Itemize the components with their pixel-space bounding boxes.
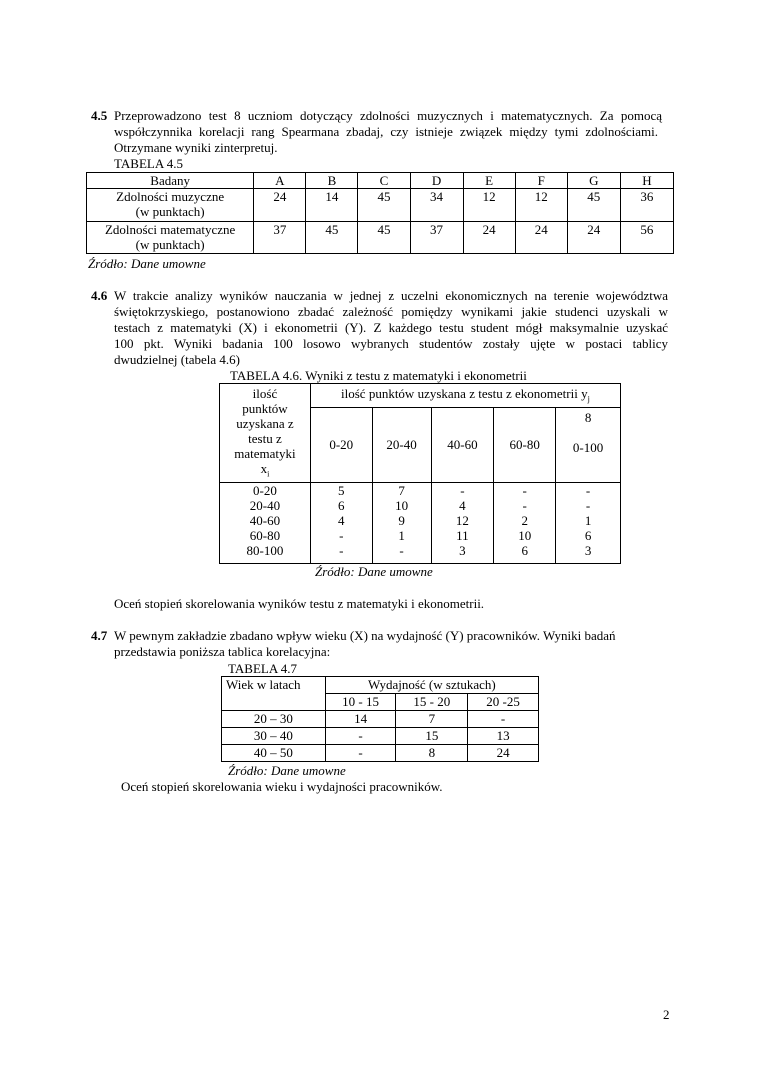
- row-label: [87, 222, 254, 254]
- table-4-7-caption: TABELA 4.7: [228, 661, 298, 676]
- row-header-line: ilość: [252, 386, 278, 401]
- exercise-number-4-7: 4.7: [91, 628, 108, 643]
- row-label: 40-60: [249, 512, 281, 528]
- table-row: [87, 189, 674, 222]
- table-cell: 36: [620, 189, 673, 222]
- table-cell: -: [468, 711, 539, 728]
- table-cell: 4: [338, 512, 345, 528]
- table-cell: 12: [515, 189, 567, 222]
- table-cell: 56: [620, 222, 673, 254]
- column-header: 15 - 20: [396, 694, 468, 711]
- ex45-text-line-1: Przeprowadzono test 8 uczniom dotyczący zdolności muzycznych i matematycznych. Za pomocą: [114, 108, 662, 123]
- table-cell: 45: [306, 222, 358, 254]
- row-label-line: Zdolności muzyczne: [116, 189, 225, 204]
- ex46-text-line-3: testach z matematyki (X) i ekonometrii (Y). Z każdego testu student mógł maksymalnie uzyskać: [114, 320, 668, 335]
- row-labels: [220, 482, 311, 563]
- table-4-5-header: G: [567, 173, 620, 189]
- row-label: 0-20: [253, 482, 277, 498]
- table-4-5-header: D: [410, 173, 463, 189]
- table-cell: 13: [468, 728, 539, 745]
- table-4-7: [221, 676, 539, 762]
- row-label-line: (w punktach): [135, 204, 205, 219]
- row-header-line: uzyskana z: [236, 416, 294, 431]
- table-4-5-header: B: [306, 173, 358, 189]
- table-cell: -: [325, 745, 396, 762]
- table-cell: 14: [325, 711, 396, 728]
- table-4-5-header-row: [87, 173, 674, 189]
- row-header-var: x: [260, 461, 268, 476]
- table-cell: 1: [584, 512, 592, 528]
- column-header: 40-60: [431, 407, 494, 482]
- table-cell: 37: [410, 222, 463, 254]
- table-cell: 45: [358, 222, 410, 254]
- table-cell: 24: [468, 745, 539, 762]
- table-cell: 4: [459, 497, 466, 513]
- table-cell: 5: [338, 482, 345, 498]
- column-header: 10 - 15: [325, 694, 396, 711]
- table-cell: 45: [567, 189, 620, 222]
- table-cell: 24: [254, 189, 306, 222]
- ex46-text-line-2: świętokrzyskiego, postanowiono zbadać zależność pomiędzy wynikami jakie studenci uzyskali w: [114, 304, 668, 319]
- row-label: 40 – 50: [222, 745, 326, 762]
- table-cell: 24: [463, 222, 515, 254]
- table-4-5-source: Źródło: Dane umowne: [88, 256, 206, 271]
- column-group-header: Wydajność (w sztukach): [325, 677, 538, 694]
- column-header: [556, 407, 621, 482]
- table-cell: 1: [398, 527, 405, 543]
- row-header-cell: [220, 384, 311, 483]
- table-row: [222, 745, 539, 762]
- table-cell: 45: [358, 189, 410, 222]
- row-header-line: testu z: [248, 431, 282, 446]
- table-cell: 8: [396, 745, 468, 762]
- table-cell: 6: [584, 527, 592, 543]
- table-4-7-source: Źródło: Dane umowne: [228, 763, 346, 778]
- table-cell: 14: [306, 189, 358, 222]
- table-cell: 12: [463, 189, 515, 222]
- table-cell: 6: [338, 497, 345, 513]
- table-column-cells: [556, 482, 621, 563]
- column-header-label: 0-100: [572, 439, 604, 455]
- row-label: [87, 189, 254, 222]
- table-column-cells: [310, 482, 372, 563]
- table-row: [222, 711, 539, 728]
- row-header-line: [220, 461, 310, 482]
- table-4-5: [86, 172, 674, 254]
- table-cell: -: [585, 497, 591, 513]
- column-group-header-text: ilość punktów uzyskana z testu z ekonometrii y: [341, 386, 588, 401]
- table-cell: 24: [515, 222, 567, 254]
- table-cell: -: [399, 542, 404, 558]
- row-label: 20-40: [249, 497, 281, 513]
- table-cell: 11: [456, 527, 469, 543]
- column-header: 20-40: [372, 407, 431, 482]
- column-header: 60-80: [494, 407, 556, 482]
- table-cell: -: [585, 482, 591, 498]
- table-cell: 10: [518, 527, 532, 543]
- table-4-6: [219, 383, 621, 564]
- table-cell: 3: [459, 542, 466, 558]
- table-cell: 7: [398, 482, 405, 498]
- exercise-number-4-6: 4.6: [91, 288, 108, 303]
- ex47-text-line-2: przedstawia poniższa tablica korelacyjna:: [114, 644, 331, 659]
- table-4-6-caption: TABELA 4.6. Wyniki z testu z matematyki i ekonometrii: [230, 368, 527, 383]
- row-header-line: punktów: [242, 401, 288, 416]
- table-cell: -: [522, 482, 527, 498]
- table-cell: 3: [584, 542, 592, 558]
- row-label-line: Zdolności matematyczne: [104, 222, 236, 237]
- table-4-5-header: Badany: [87, 173, 254, 189]
- ex46-text-line-4: 100 pkt. Wyniki badania 100 losowo wybranych studentów zostały ujęte w postaci tablicy: [114, 336, 668, 351]
- column-header: 0-20: [310, 407, 372, 482]
- table-column-cells: [494, 482, 556, 563]
- column-header-extra: 8: [584, 409, 592, 425]
- row-header-line: matematyki: [234, 446, 296, 461]
- ex46-text-line-1: W trakcie analizy wyników nauczania w jednej z uczelni ekonomicznych na terenie województwa: [114, 288, 668, 303]
- column-header: 20 -25: [468, 694, 539, 711]
- column-group-header: [310, 384, 620, 408]
- table-cell: 10: [395, 497, 409, 513]
- table-cell: -: [339, 542, 344, 558]
- ex47-text-line-1: W pewnym zakładzie zbadano wpływ wieku (X) na wydajność (Y) pracowników. Wyniki badań: [114, 628, 616, 643]
- row-header-sub: i: [267, 469, 270, 479]
- table-cell: 37: [254, 222, 306, 254]
- table-row: [220, 482, 621, 563]
- table-row: [222, 728, 539, 745]
- table-cell: 15: [396, 728, 468, 745]
- table-cell: 24: [567, 222, 620, 254]
- table-cell: 34: [410, 189, 463, 222]
- table-4-5-header: C: [358, 173, 410, 189]
- column-group-header-sub: j: [587, 394, 590, 404]
- ex45-text-line-3: Otrzymane wyniki zinterpretuj.: [114, 140, 278, 155]
- exercise-number-4-5: 4.5: [91, 108, 108, 123]
- table-row: [87, 222, 674, 254]
- table-cell: 9: [398, 512, 405, 528]
- ex46-task: Oceń stopień skorelowania wyników testu z matematyki i ekonometrii.: [114, 596, 485, 611]
- spacer: [556, 425, 620, 440]
- row-label: 20 – 30: [222, 711, 326, 728]
- table-4-5-header: E: [463, 173, 515, 189]
- table-column-cells: [431, 482, 494, 563]
- page-number: 2: [663, 1007, 670, 1022]
- table-cell: 12: [455, 512, 469, 528]
- table-cell: -: [460, 482, 465, 498]
- table-4-5-header: F: [515, 173, 567, 189]
- row-label: 80-100: [246, 542, 284, 558]
- table-4-5-header: A: [254, 173, 306, 189]
- ex46-text-line-5: dwudzielnej (tabela 4.6): [114, 352, 240, 367]
- table-cell: 6: [521, 542, 528, 558]
- table-cell: 7: [396, 711, 468, 728]
- table-4-5-caption: TABELA 4.5: [114, 156, 184, 171]
- row-label-line: (w punktach): [135, 237, 205, 252]
- table-cell: 2: [521, 512, 528, 528]
- table-cell: -: [339, 527, 344, 543]
- table-cell: -: [522, 497, 527, 513]
- table-4-6-source: Źródło: Dane umowne: [315, 564, 433, 579]
- table-cell: -: [325, 728, 396, 745]
- row-label: 30 – 40: [222, 728, 326, 745]
- ex47-task: Oceń stopień skorelowania wieku i wydajności pracowników.: [121, 779, 443, 794]
- ex45-text-line-2: współczynnika korelacji rang Spearmana zbadaj, czy istnieje związek między tymi zdolnościami.: [114, 124, 658, 139]
- table-4-5-header: H: [620, 173, 673, 189]
- table-column-cells: [372, 482, 431, 563]
- corner-header: Wiek w latach: [222, 677, 326, 711]
- row-label: 60-80: [249, 527, 281, 543]
